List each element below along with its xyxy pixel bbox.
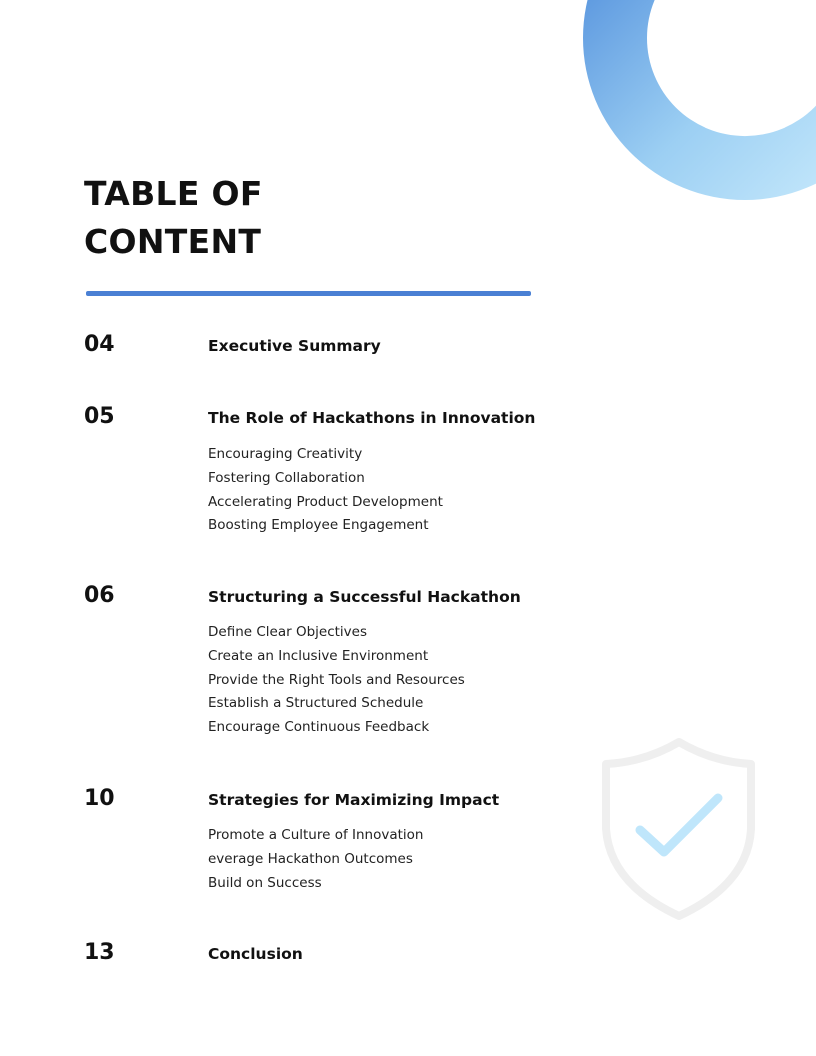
page-title bbox=[84, 170, 263, 266]
section-page-number: 06 bbox=[84, 583, 115, 608]
subsection-list bbox=[208, 621, 465, 740]
subsection-item: Define Clear Objectives bbox=[208, 624, 368, 640]
shield-check-icon bbox=[598, 734, 760, 924]
subsection-item: Boosting Employee Engagement bbox=[208, 517, 429, 534]
title-line-2: CONTENT bbox=[84, 222, 262, 261]
section-page-number: 10 bbox=[84, 786, 115, 811]
subsection-item: Encouraging Creativity bbox=[208, 446, 363, 462]
subsection-item: Promote a Culture of Innovation bbox=[208, 827, 424, 843]
section-heading: The Role of Hackathons in Innovation bbox=[208, 409, 536, 427]
section-heading: Structuring a Successful Hackathon bbox=[208, 588, 521, 606]
title-line-1: TABLE OF bbox=[84, 174, 263, 213]
subsection-item: Encourage Continuous Feedback bbox=[208, 719, 430, 736]
section-heading: Strategies for Maximizing Impact bbox=[208, 791, 500, 809]
subsection-item: Create an Inclusive Environment bbox=[208, 647, 429, 664]
section-heading: Conclusion bbox=[208, 945, 303, 963]
section-page-number: 04 bbox=[84, 332, 115, 357]
subsection-list bbox=[208, 443, 443, 538]
section-page-number: 05 bbox=[84, 404, 115, 429]
subsection-item: Provide the Right Tools and Resources bbox=[208, 671, 465, 688]
section-page-number: 13 bbox=[84, 940, 115, 965]
subsection-item: Accelerating Product Development bbox=[208, 493, 443, 510]
subsection-item: Establish a Structured Schedule bbox=[208, 695, 424, 712]
subsection-item: Fostering Collaboration bbox=[208, 469, 365, 486]
subsection-item: everage Hackathon Outcomes bbox=[208, 850, 413, 867]
title-divider bbox=[86, 291, 531, 296]
subsection-item: Build on Success bbox=[208, 874, 322, 891]
section-heading: Executive Summary bbox=[208, 337, 381, 355]
subsection-list bbox=[208, 824, 424, 895]
